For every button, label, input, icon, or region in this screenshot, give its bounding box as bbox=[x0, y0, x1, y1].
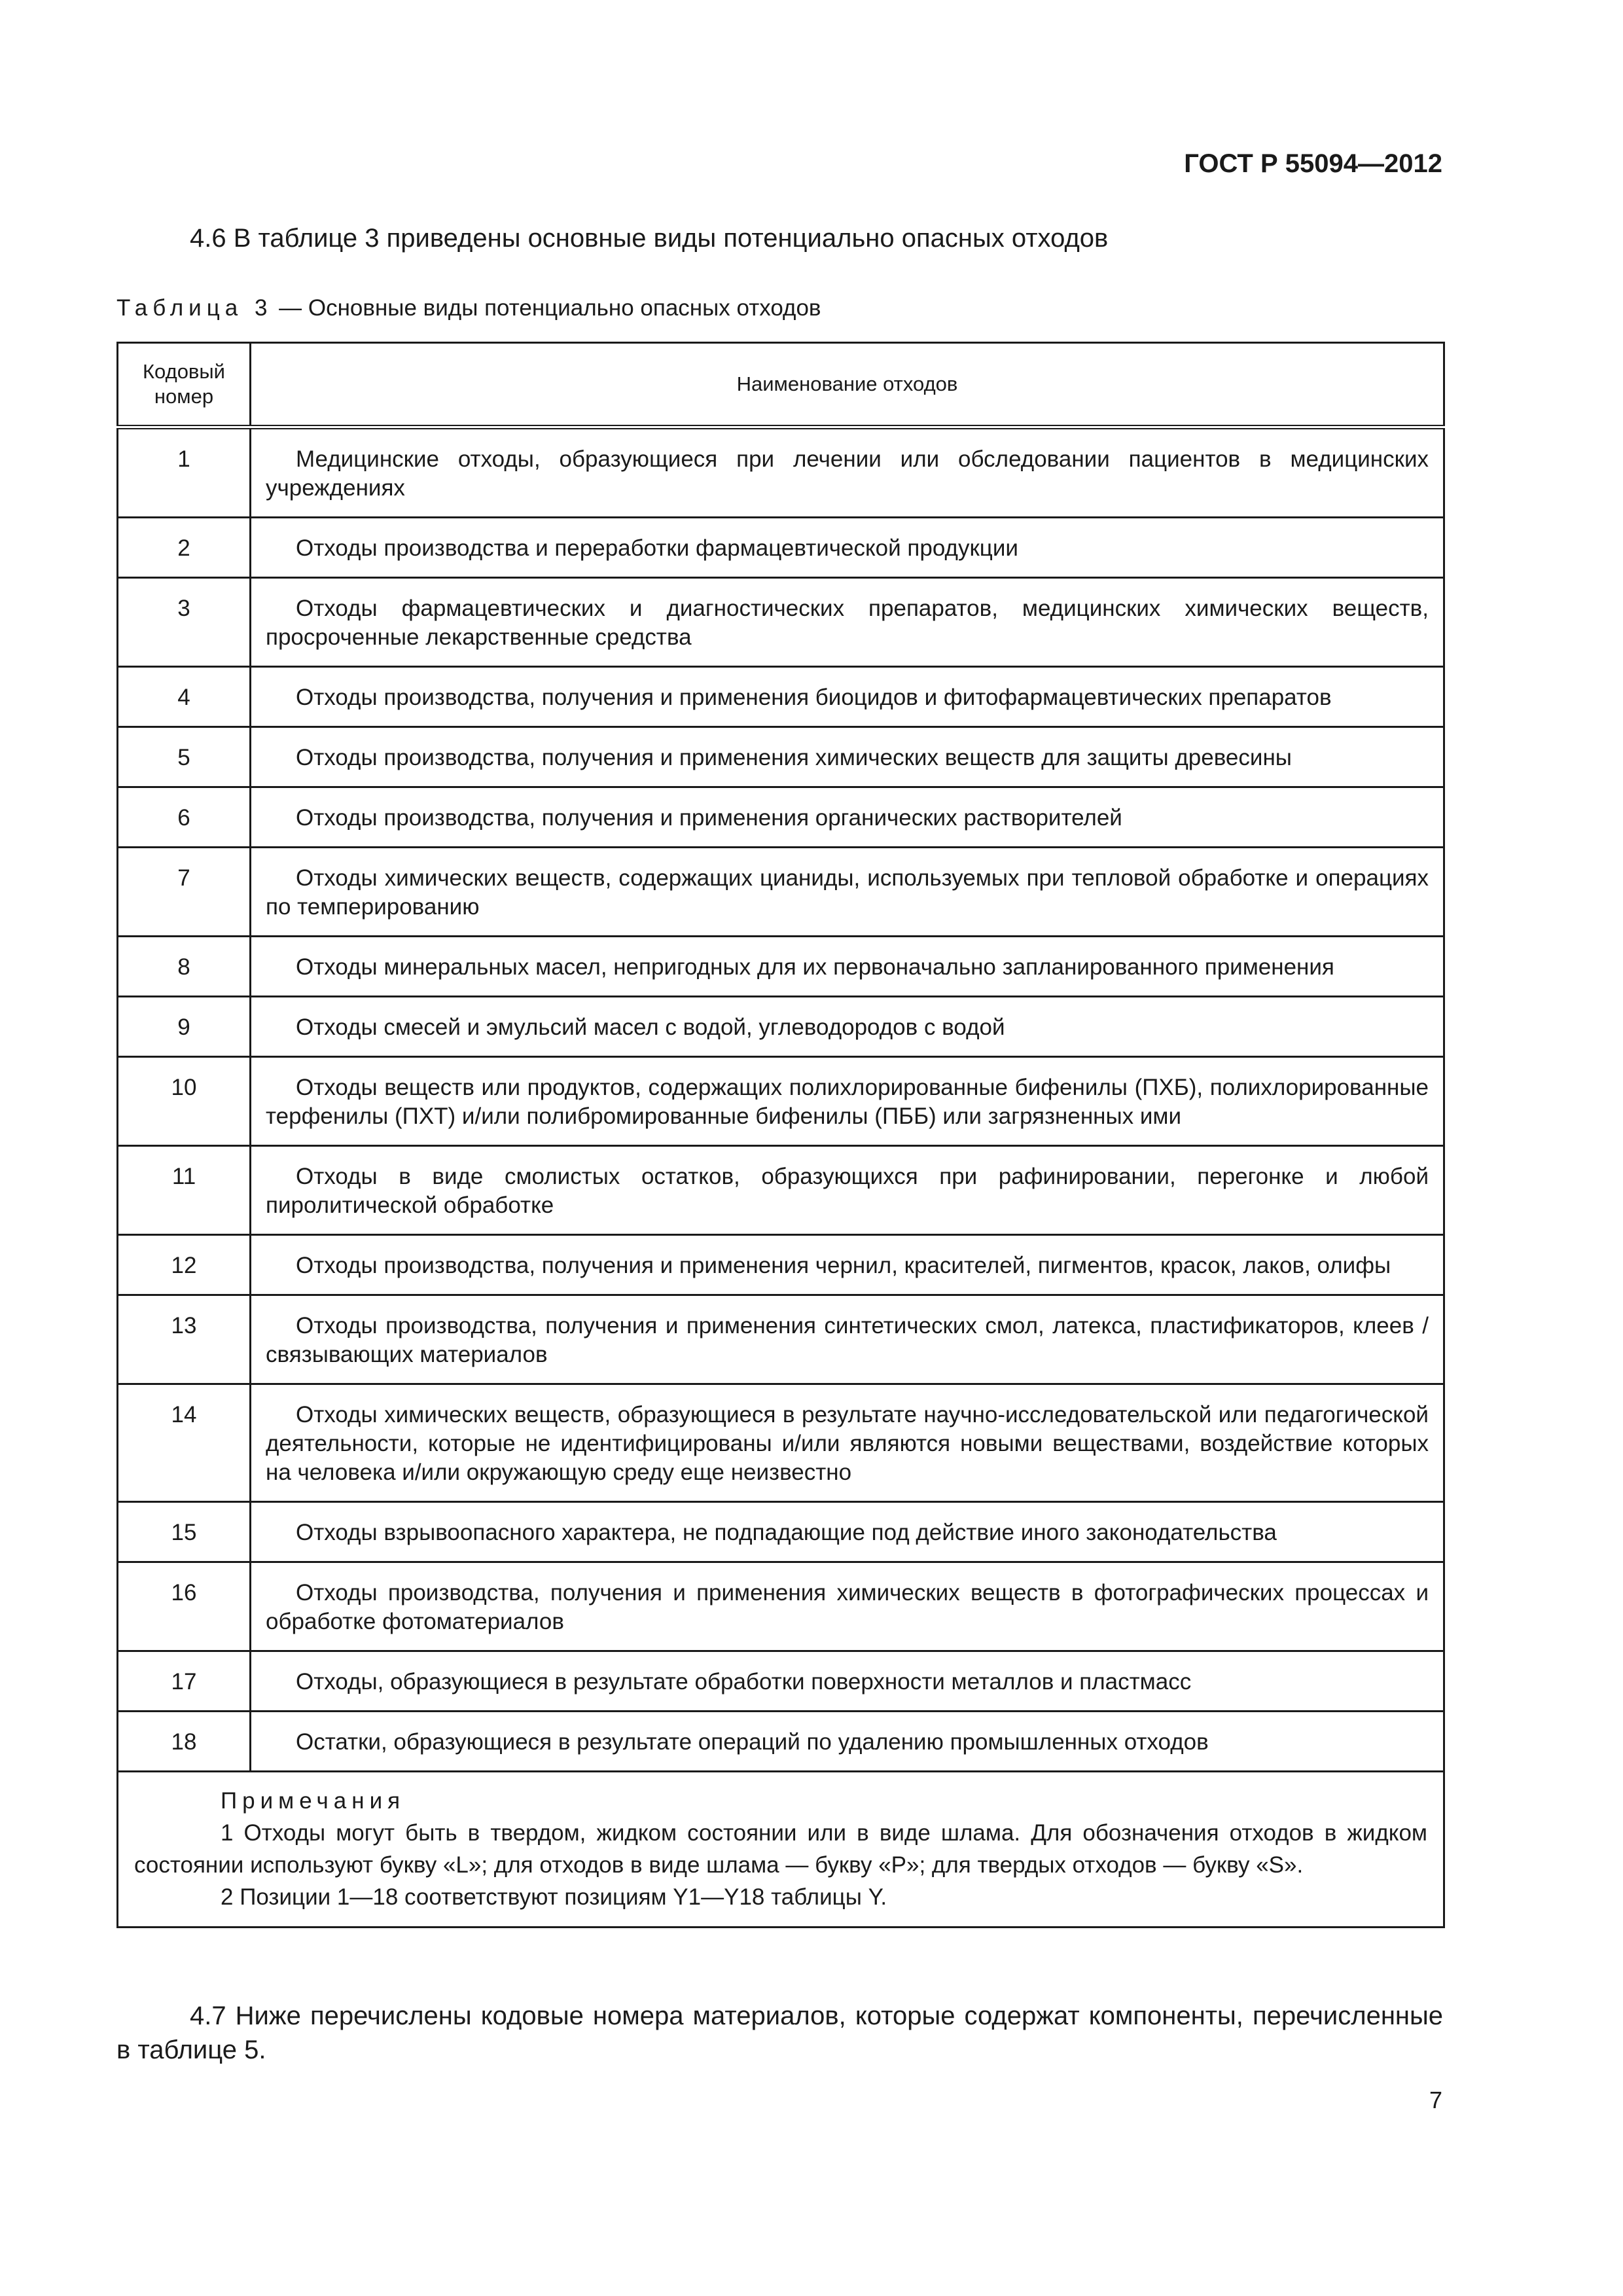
row-waste-name: Отходы производства, получения и применения биоцидов и фитофармацевтических препаратов bbox=[251, 667, 1444, 727]
table-row bbox=[118, 1235, 1444, 1295]
table-row bbox=[118, 667, 1444, 727]
row-code: 14 bbox=[118, 1384, 251, 1502]
row-waste-name: Отходы фармацевтических и диагностических препаратов, медицинских химических веществ, просроченные лекарственные средства bbox=[251, 578, 1444, 667]
table-caption-label: Таблица 3 bbox=[116, 295, 273, 321]
table-row bbox=[118, 997, 1444, 1057]
row-waste-name: Отходы взрывоопасного характера, не подпадающие под действие иного законодательства bbox=[251, 1502, 1444, 1562]
table-notes-row bbox=[118, 1772, 1444, 1928]
waste-types-table bbox=[116, 342, 1445, 1928]
row-waste-name: Отходы, образующиеся в результате обработки поверхности металлов и пластмасс bbox=[251, 1651, 1444, 1712]
table-row bbox=[118, 427, 1444, 518]
row-code: 8 bbox=[118, 937, 251, 997]
table-row bbox=[118, 1712, 1444, 1772]
section-4-7-text: 4.7 Ниже перечислены кодовые номера материалов, которые содержат компоненты, перечисленные в таблице 5. bbox=[116, 2001, 1443, 2064]
row-waste-name: Отходы смесей и эмульсий масел с водой, углеводородов с водой bbox=[251, 997, 1444, 1057]
document-code: ГОСТ Р 55094—2012 bbox=[1184, 149, 1442, 178]
table-row bbox=[118, 848, 1444, 937]
row-code: 15 bbox=[118, 1502, 251, 1562]
table-row bbox=[118, 1146, 1444, 1235]
row-code: 2 bbox=[118, 518, 251, 578]
section-4-6-text: 4.6 В таблице 3 приведены основные виды потенциально опасных отходов bbox=[190, 224, 1109, 253]
row-waste-name: Отходы минеральных масел, непригодных для их первоначально запланированного применения bbox=[251, 937, 1444, 997]
table-caption-text: — Основные виды потенциально опасных отходов bbox=[272, 295, 821, 321]
note-item: 2 Позиции 1—18 соответствуют позициям Y1—Y18 таблицы Y. bbox=[221, 1884, 887, 1910]
table-row bbox=[118, 1502, 1444, 1562]
row-code: 13 bbox=[118, 1295, 251, 1384]
row-waste-name: Отходы в виде смолистых остатков, образующихся при рафинировании, перегонке и любой пиролитической обработке bbox=[251, 1146, 1444, 1235]
column-header-code: Кодовый номер bbox=[118, 343, 251, 427]
row-waste-name: Отходы производства, получения и применения органических растворителей bbox=[251, 787, 1444, 848]
table-row bbox=[118, 578, 1444, 667]
row-code: 18 bbox=[118, 1712, 251, 1772]
row-waste-name: Отходы производства, получения и применения химических веществ для защиты древесины bbox=[251, 727, 1444, 787]
notes-title: Примечания bbox=[221, 1788, 406, 1814]
row-code: 11 bbox=[118, 1146, 251, 1235]
table-row bbox=[118, 787, 1444, 848]
row-waste-name: Отходы производства, получения и применения синтетических смол, латекса, пластификаторов, клеев /связывающих материалов bbox=[251, 1295, 1444, 1384]
column-header-name: Наименование отходов bbox=[251, 343, 1444, 427]
row-code: 9 bbox=[118, 997, 251, 1057]
row-code: 16 bbox=[118, 1562, 251, 1651]
table-row bbox=[118, 1057, 1444, 1146]
row-waste-name: Отходы производства, получения и применения чернил, красителей, пигментов, красок, лаков, олифы bbox=[251, 1235, 1444, 1295]
row-waste-name: Отходы химических веществ, образующиеся в результате научно-исследовательской или педагогической деятельности, которые не идентифицированы и/или являются новыми веществами, воздействие которых на человека и/или окружающую среду еще неизвестно bbox=[251, 1384, 1444, 1502]
row-waste-name: Остатки, образующиеся в результате операций по удалению промышленных отходов bbox=[251, 1712, 1444, 1772]
note-item: 1 Отходы могут быть в твердом, жидком состоянии или в виде шлама. Для обозначения отходов в жидком состоянии используют букву «L»; для отходов в виде шлама — букву «P»; для твердых отходов — букву «S». bbox=[134, 1820, 1427, 1878]
row-waste-name: Отходы производства и переработки фармацевтической продукции bbox=[251, 518, 1444, 578]
row-code: 17 bbox=[118, 1651, 251, 1712]
page-number: 7 bbox=[1429, 2087, 1442, 2113]
table-row bbox=[118, 1384, 1444, 1502]
table-row bbox=[118, 1651, 1444, 1712]
row-code: 5 bbox=[118, 727, 251, 787]
table-notes-cell bbox=[118, 1772, 1444, 1928]
row-code: 12 bbox=[118, 1235, 251, 1295]
row-waste-name: Отходы производства, получения и применения химических веществ в фотографических процессах и обработке фотоматериалов bbox=[251, 1562, 1444, 1651]
table-caption bbox=[116, 293, 1443, 323]
row-waste-name: Отходы химических веществ, содержащих цианиды, используемых при тепловой обработке и операциях по темперированию bbox=[251, 848, 1444, 937]
table-header-row bbox=[118, 343, 1444, 427]
table-row bbox=[118, 518, 1444, 578]
row-code: 1 bbox=[118, 427, 251, 518]
row-code: 3 bbox=[118, 578, 251, 667]
table-row bbox=[118, 1295, 1444, 1384]
row-waste-name: Медицинские отходы, образующиеся при лечении или обследовании пациентов в медицинских учреждениях bbox=[251, 427, 1444, 518]
table-row bbox=[118, 937, 1444, 997]
table-row bbox=[118, 727, 1444, 787]
row-code: 10 bbox=[118, 1057, 251, 1146]
row-code: 6 bbox=[118, 787, 251, 848]
table-row bbox=[118, 1562, 1444, 1651]
row-code: 7 bbox=[118, 848, 251, 937]
row-code: 4 bbox=[118, 667, 251, 727]
row-waste-name: Отходы веществ или продуктов, содержащих полихлорированные бифенилы (ПХБ), полихлорированные терфенилы (ПХТ) и/или полибромированные бифенилы (ПББ) или загрязненных ими bbox=[251, 1057, 1444, 1146]
